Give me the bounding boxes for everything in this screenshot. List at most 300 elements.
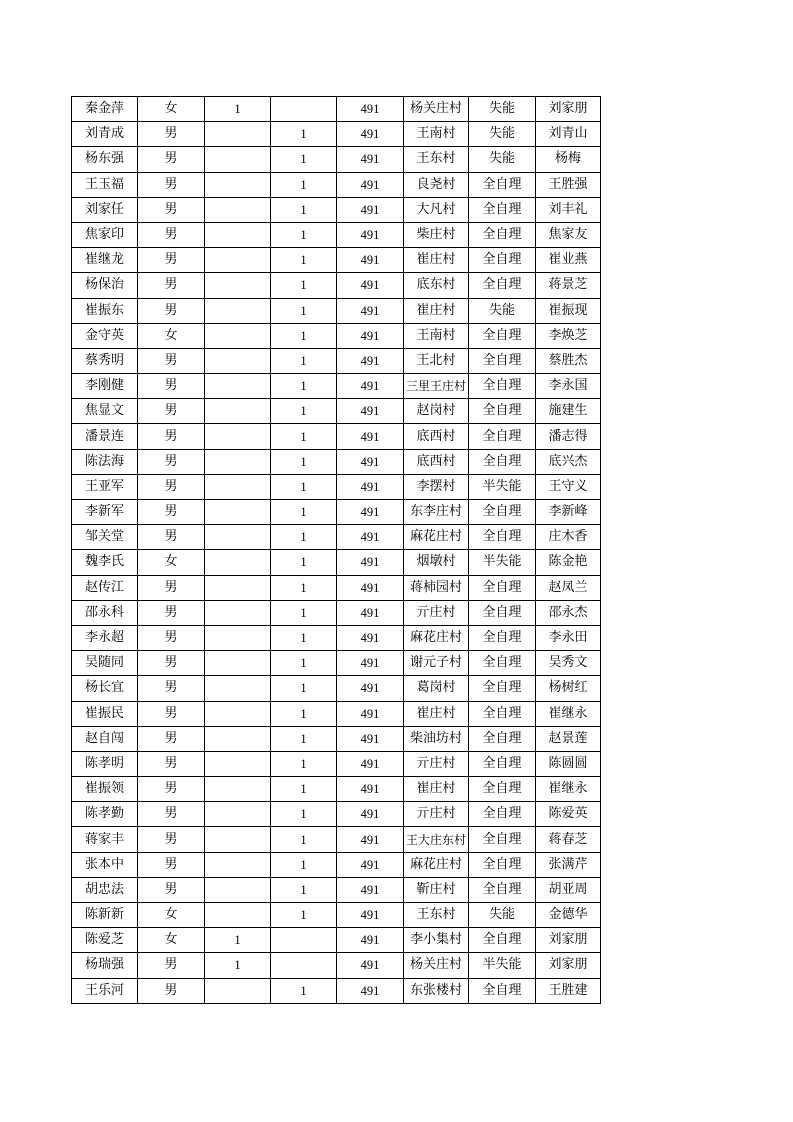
count-a-cell [205,374,271,399]
guardian-cell: 李永田 [536,625,601,650]
guardian-cell: 蒋春芝 [536,827,601,852]
care-level-cell: 全自理 [469,449,536,474]
amount-cell: 491 [337,903,404,928]
count-b-cell: 1 [271,147,337,172]
count-a-cell: 1 [205,97,271,122]
count-b-cell: 1 [271,172,337,197]
count-b-cell: 1 [271,500,337,525]
count-a-cell [205,625,271,650]
amount-cell: 491 [337,97,404,122]
guardian-cell: 崔继永 [536,701,601,726]
table-row [72,953,601,978]
village-cell: 亓庄村 [404,751,469,776]
count-b-cell: 1 [271,676,337,701]
count-b-cell: 1 [271,726,337,751]
village-cell: 麻花庄村 [404,852,469,877]
table-row [72,147,601,172]
table-row [72,172,601,197]
count-a-cell [205,550,271,575]
village-cell: 柴庄村 [404,222,469,247]
amount-cell: 491 [337,525,404,550]
count-b-cell: 1 [271,550,337,575]
amount-cell: 491 [337,500,404,525]
amount-cell: 491 [337,474,404,499]
name-cell: 潘景连 [72,424,138,449]
gender-cell: 男 [138,827,205,852]
table-row [72,122,601,147]
gender-cell: 女 [138,323,205,348]
amount-cell: 491 [337,928,404,953]
amount-cell: 491 [337,399,404,424]
amount-cell: 491 [337,651,404,676]
gender-cell: 男 [138,676,205,701]
care-level-cell: 全自理 [469,701,536,726]
guardian-cell: 施建生 [536,399,601,424]
village-cell: 三里王庄村 [404,374,469,399]
count-b-cell: 1 [271,474,337,499]
village-cell: 蒋柿园村 [404,575,469,600]
gender-cell: 男 [138,197,205,222]
count-a-cell [205,877,271,902]
table-row [72,399,601,424]
amount-cell: 491 [337,777,404,802]
count-a-cell [205,122,271,147]
table-row [72,273,601,298]
count-a-cell: 1 [205,928,271,953]
table-row [72,802,601,827]
count-a-cell [205,298,271,323]
gender-cell: 女 [138,928,205,953]
care-level-cell: 失能 [469,122,536,147]
count-a-cell [205,172,271,197]
table-row [72,928,601,953]
table-row [72,651,601,676]
count-b-cell: 1 [271,248,337,273]
count-b-cell [271,928,337,953]
name-cell: 刘家任 [72,197,138,222]
count-b-cell: 1 [271,374,337,399]
guardian-cell: 邵永杰 [536,600,601,625]
gender-cell: 女 [138,97,205,122]
name-cell: 崔振民 [72,701,138,726]
village-cell: 杨关庄村 [404,97,469,122]
table-row [72,197,601,222]
name-cell: 王乐河 [72,978,138,1003]
name-cell: 王亚军 [72,474,138,499]
records-table [71,96,601,1004]
village-cell: 烟墩村 [404,550,469,575]
village-cell: 王大庄东村 [404,827,469,852]
name-cell: 崔继龙 [72,248,138,273]
guardian-cell: 陈爱英 [536,802,601,827]
gender-cell: 男 [138,172,205,197]
guardian-cell: 底兴杰 [536,449,601,474]
gender-cell: 男 [138,449,205,474]
care-level-cell: 全自理 [469,978,536,1003]
guardian-cell: 李焕芝 [536,323,601,348]
count-b-cell: 1 [271,903,337,928]
amount-cell: 491 [337,550,404,575]
care-level-cell: 全自理 [469,248,536,273]
name-cell: 崔振东 [72,298,138,323]
care-level-cell: 半失能 [469,953,536,978]
care-level-cell: 全自理 [469,222,536,247]
name-cell: 陈爱芝 [72,928,138,953]
care-level-cell: 全自理 [469,197,536,222]
count-b-cell [271,953,337,978]
gender-cell: 男 [138,500,205,525]
gender-cell: 男 [138,651,205,676]
village-cell: 王东村 [404,147,469,172]
care-level-cell: 半失能 [469,474,536,499]
amount-cell: 491 [337,575,404,600]
village-cell: 大凡村 [404,197,469,222]
count-a-cell [205,500,271,525]
guardian-cell: 刘青山 [536,122,601,147]
care-level-cell: 全自理 [469,777,536,802]
gender-cell: 男 [138,122,205,147]
count-a-cell [205,449,271,474]
count-b-cell [271,97,337,122]
count-a-cell [205,197,271,222]
gender-cell: 男 [138,222,205,247]
count-a-cell [205,751,271,776]
gender-cell: 男 [138,953,205,978]
guardian-cell: 庄木香 [536,525,601,550]
name-cell: 杨保治 [72,273,138,298]
village-cell: 葛岗村 [404,676,469,701]
amount-cell: 491 [337,273,404,298]
guardian-cell: 金德华 [536,903,601,928]
count-b-cell: 1 [271,122,337,147]
care-level-cell: 全自理 [469,172,536,197]
count-a-cell [205,399,271,424]
village-cell: 赵岗村 [404,399,469,424]
table-row [72,449,601,474]
count-a-cell [205,147,271,172]
name-cell: 焦显文 [72,399,138,424]
village-cell: 东张楼村 [404,978,469,1003]
name-cell: 胡忠法 [72,877,138,902]
count-a-cell [205,802,271,827]
guardian-cell: 刘家朋 [536,953,601,978]
gender-cell: 男 [138,625,205,650]
name-cell: 李新军 [72,500,138,525]
gender-cell: 男 [138,147,205,172]
village-cell: 良尧村 [404,172,469,197]
table-row [72,550,601,575]
name-cell: 蔡秀明 [72,348,138,373]
guardian-cell: 胡亚周 [536,877,601,902]
count-a-cell [205,525,271,550]
name-cell: 邵永科 [72,600,138,625]
amount-cell: 491 [337,147,404,172]
amount-cell: 491 [337,348,404,373]
amount-cell: 491 [337,323,404,348]
name-cell: 邹关堂 [72,525,138,550]
care-level-cell: 失能 [469,147,536,172]
gender-cell: 男 [138,777,205,802]
guardian-cell: 赵凤兰 [536,575,601,600]
care-level-cell: 全自理 [469,374,536,399]
count-b-cell: 1 [271,348,337,373]
village-cell: 崔庄村 [404,248,469,273]
care-level-cell: 全自理 [469,726,536,751]
village-cell: 杨关庄村 [404,953,469,978]
name-cell: 金守英 [72,323,138,348]
gender-cell: 男 [138,298,205,323]
table-row [72,525,601,550]
count-b-cell: 1 [271,449,337,474]
gender-cell: 男 [138,374,205,399]
amount-cell: 491 [337,172,404,197]
count-a-cell [205,273,271,298]
table-row [72,726,601,751]
count-a-cell: 1 [205,953,271,978]
gender-cell: 男 [138,525,205,550]
care-level-cell: 半失能 [469,550,536,575]
count-b-cell: 1 [271,222,337,247]
care-level-cell: 全自理 [469,323,536,348]
guardian-cell: 焦家友 [536,222,601,247]
table-row [72,323,601,348]
village-cell: 底东村 [404,273,469,298]
name-cell: 吴随同 [72,651,138,676]
amount-cell: 491 [337,449,404,474]
guardian-cell: 王胜强 [536,172,601,197]
guardian-cell: 刘丰礼 [536,197,601,222]
village-cell: 靳庄村 [404,877,469,902]
village-cell: 王东村 [404,903,469,928]
gender-cell: 男 [138,348,205,373]
table-row [72,978,601,1003]
name-cell: 崔振领 [72,777,138,802]
amount-cell: 491 [337,751,404,776]
guardian-cell: 潘志得 [536,424,601,449]
gender-cell: 男 [138,751,205,776]
name-cell: 杨东强 [72,147,138,172]
amount-cell: 491 [337,122,404,147]
amount-cell: 491 [337,953,404,978]
name-cell: 陈孝勤 [72,802,138,827]
count-a-cell [205,701,271,726]
guardian-cell: 陈金艳 [536,550,601,575]
table-row [72,298,601,323]
care-level-cell: 全自理 [469,525,536,550]
guardian-cell: 王胜建 [536,978,601,1003]
table-row [72,474,601,499]
count-b-cell: 1 [271,651,337,676]
care-level-cell: 全自理 [469,348,536,373]
gender-cell: 男 [138,575,205,600]
amount-cell: 491 [337,248,404,273]
amount-cell: 491 [337,827,404,852]
table-row [72,575,601,600]
table-row [72,374,601,399]
name-cell: 杨长宜 [72,676,138,701]
table-row [72,903,601,928]
table-row [72,600,601,625]
care-level-cell: 失能 [469,903,536,928]
count-b-cell: 1 [271,852,337,877]
amount-cell: 491 [337,701,404,726]
count-b-cell: 1 [271,197,337,222]
village-cell: 王北村 [404,348,469,373]
village-cell: 麻花庄村 [404,625,469,650]
count-b-cell: 1 [271,424,337,449]
village-cell: 李摆村 [404,474,469,499]
count-a-cell [205,575,271,600]
village-cell: 谢元子村 [404,651,469,676]
village-cell: 王南村 [404,122,469,147]
amount-cell: 491 [337,424,404,449]
gender-cell: 女 [138,550,205,575]
table-row [72,827,601,852]
count-a-cell [205,474,271,499]
name-cell: 李刚健 [72,374,138,399]
count-a-cell [205,348,271,373]
name-cell: 陈孝明 [72,751,138,776]
name-cell: 李永超 [72,625,138,650]
gender-cell: 男 [138,802,205,827]
guardian-cell: 赵景莲 [536,726,601,751]
amount-cell: 491 [337,298,404,323]
table-row [72,751,601,776]
village-cell: 亓庄村 [404,802,469,827]
gender-cell: 男 [138,424,205,449]
guardian-cell: 崔业燕 [536,248,601,273]
guardian-cell: 杨树红 [536,676,601,701]
amount-cell: 491 [337,877,404,902]
count-b-cell: 1 [271,777,337,802]
village-cell: 崔庄村 [404,298,469,323]
village-cell: 柴油坊村 [404,726,469,751]
count-a-cell [205,323,271,348]
amount-cell: 491 [337,978,404,1003]
count-a-cell [205,978,271,1003]
count-a-cell [205,676,271,701]
guardian-cell: 张满芹 [536,852,601,877]
gender-cell: 男 [138,726,205,751]
table-row [72,676,601,701]
table-row [72,424,601,449]
amount-cell: 491 [337,852,404,877]
table-row [72,248,601,273]
care-level-cell: 全自理 [469,575,536,600]
table-row [72,222,601,247]
count-b-cell: 1 [271,827,337,852]
table-row [72,500,601,525]
count-b-cell: 1 [271,751,337,776]
guardian-cell: 吴秀文 [536,651,601,676]
name-cell: 魏李氏 [72,550,138,575]
amount-cell: 491 [337,625,404,650]
care-level-cell: 全自理 [469,877,536,902]
care-level-cell: 全自理 [469,928,536,953]
count-a-cell [205,600,271,625]
table-row [72,348,601,373]
care-level-cell: 失能 [469,97,536,122]
count-b-cell: 1 [271,399,337,424]
gender-cell: 男 [138,248,205,273]
count-b-cell: 1 [271,298,337,323]
village-cell: 东李庄村 [404,500,469,525]
name-cell: 刘青成 [72,122,138,147]
village-cell: 崔庄村 [404,701,469,726]
count-a-cell [205,726,271,751]
name-cell: 杨瑞强 [72,953,138,978]
count-a-cell [205,248,271,273]
care-level-cell: 全自理 [469,802,536,827]
village-cell: 崔庄村 [404,777,469,802]
count-a-cell [205,852,271,877]
count-b-cell: 1 [271,701,337,726]
amount-cell: 491 [337,802,404,827]
table-row [72,625,601,650]
count-b-cell: 1 [271,525,337,550]
care-level-cell: 全自理 [469,751,536,776]
gender-cell: 男 [138,273,205,298]
guardian-cell: 刘家朋 [536,928,601,953]
count-b-cell: 1 [271,323,337,348]
count-a-cell [205,651,271,676]
amount-cell: 491 [337,197,404,222]
village-cell: 李小集村 [404,928,469,953]
care-level-cell: 全自理 [469,399,536,424]
gender-cell: 男 [138,474,205,499]
guardian-cell: 李新峰 [536,500,601,525]
gender-cell: 男 [138,701,205,726]
gender-cell: 男 [138,978,205,1003]
amount-cell: 491 [337,676,404,701]
name-cell: 张本中 [72,852,138,877]
table-row [72,877,601,902]
care-level-cell: 全自理 [469,424,536,449]
care-level-cell: 全自理 [469,500,536,525]
guardian-cell: 杨梅 [536,147,601,172]
table-row [72,777,601,802]
count-b-cell: 1 [271,625,337,650]
count-a-cell [205,777,271,802]
care-level-cell: 全自理 [469,852,536,877]
name-cell: 陈新新 [72,903,138,928]
name-cell: 蒋家丰 [72,827,138,852]
table-row [72,852,601,877]
table-row [72,701,601,726]
count-a-cell [205,903,271,928]
guardian-cell: 崔继永 [536,777,601,802]
care-level-cell: 全自理 [469,651,536,676]
guardian-cell: 李永国 [536,374,601,399]
name-cell: 焦家印 [72,222,138,247]
care-level-cell: 全自理 [469,625,536,650]
care-level-cell: 全自理 [469,273,536,298]
name-cell: 王玉福 [72,172,138,197]
care-level-cell: 全自理 [469,600,536,625]
gender-cell: 男 [138,877,205,902]
amount-cell: 491 [337,222,404,247]
care-level-cell: 全自理 [469,676,536,701]
name-cell: 陈法海 [72,449,138,474]
table-row [72,97,601,122]
count-b-cell: 1 [271,273,337,298]
count-b-cell: 1 [271,877,337,902]
name-cell: 赵传江 [72,575,138,600]
count-b-cell: 1 [271,600,337,625]
care-level-cell: 失能 [469,298,536,323]
amount-cell: 491 [337,600,404,625]
count-a-cell [205,424,271,449]
